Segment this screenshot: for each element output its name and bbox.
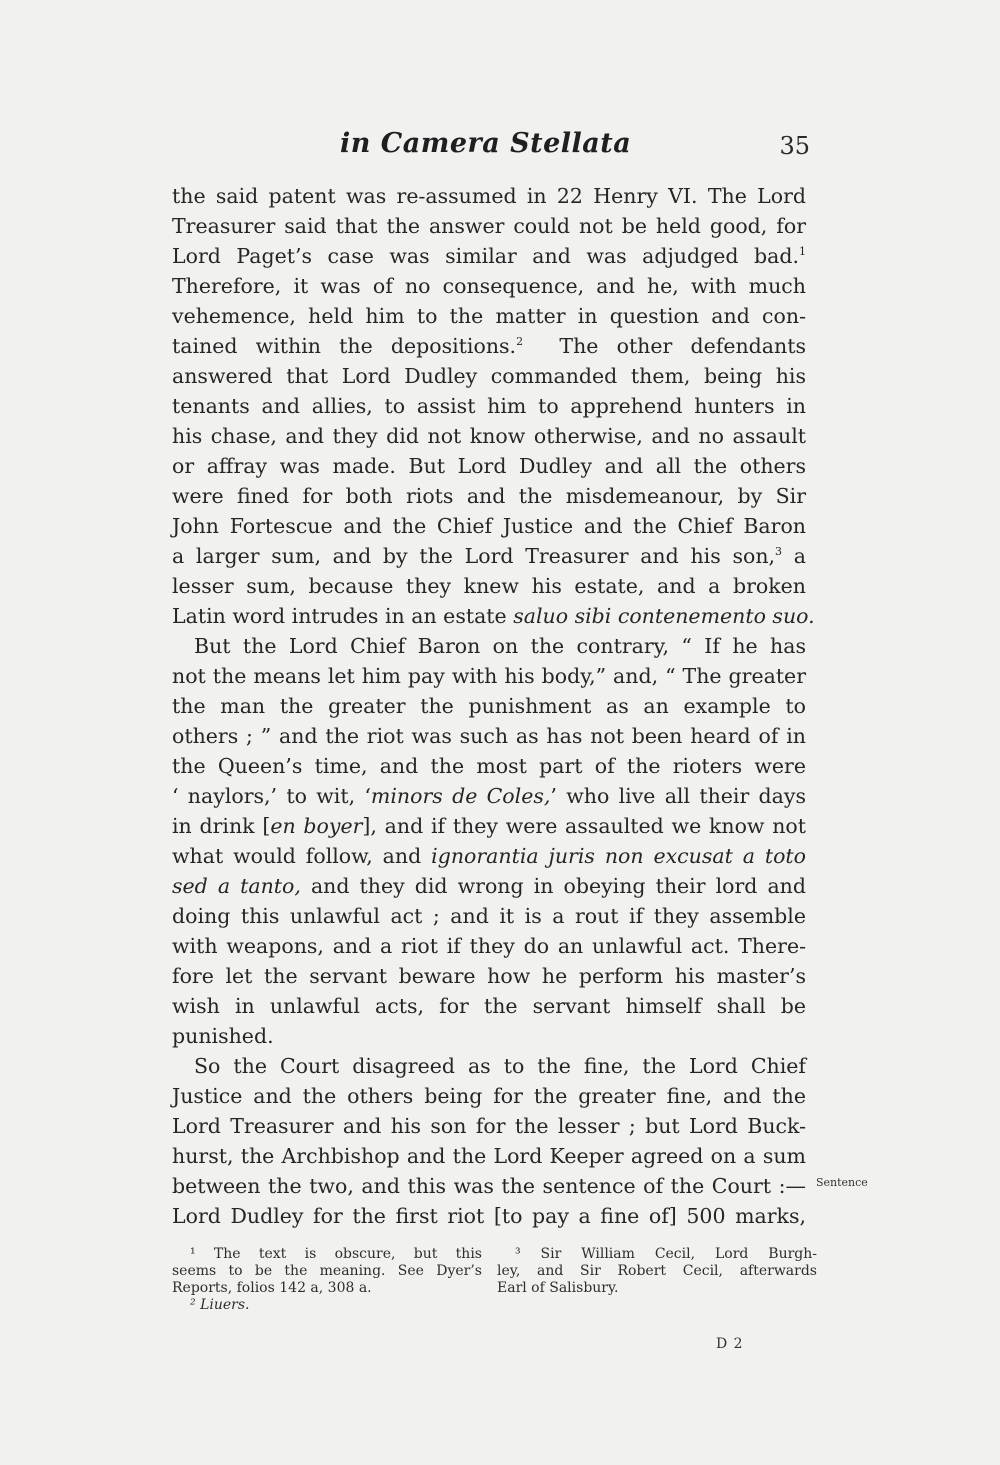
text-line: So the Court disagreed as to the fine, the Lord Chief (194, 1054, 806, 1078)
text-line: or affray was made. But Lord Dudley and all the others (172, 454, 806, 478)
text-line: Treasurer said that the answer could not be held good, for (172, 214, 806, 238)
footnote-column-right (497, 1246, 817, 1297)
text-line: his chase, and they did not know otherwise, and no assault (172, 424, 806, 448)
text-line: between the two, and this was the sentence of the Court :— (172, 1174, 806, 1198)
running-title: in Camera Stellata (340, 128, 632, 159)
footnote-line: Earl of Salisbury. (497, 1280, 619, 1296)
footnote-ref: 1 (799, 245, 806, 259)
footnote-line: ¹ The text is obscure, but this (190, 1246, 482, 1262)
text-line: vehemence, held him to the matter in question and con- (172, 304, 806, 328)
text-line: Therefore, it was of no consequence, and he, with much (172, 274, 806, 298)
footnote-line: seems to be the meaning. See Dyer’s (172, 1263, 482, 1279)
text-line: hurst, the Archbishop and the Lord Keeper agreed on a sum (172, 1144, 806, 1168)
margin-note: Sentence (816, 1176, 868, 1189)
text-line: others ; ” and the riot was such as has not been heard of in (172, 724, 806, 748)
signature-mark: D 2 (716, 1336, 744, 1352)
footnote-ref: 2 (516, 335, 524, 349)
text-line: tained within the depositions.$^2$ The other defendants (172, 334, 806, 358)
text-line: the said patent was re-assumed in 22 Henry VI. The Lord (172, 184, 806, 208)
text-line: what would follow, and ignorantia juris non excusat a toto (172, 844, 806, 868)
text-line: John Fortescue and the Chief Justice and the Chief Baron (172, 514, 806, 538)
footnote-column-left (172, 1246, 482, 1314)
text-line: ‘ naylors,’ to wit, ‘minors de Coles,’ who live all their days (172, 784, 807, 808)
text-line: tenants and allies, to assist him to apprehend hunters in (172, 394, 806, 418)
running-head (340, 128, 810, 168)
text-line: wish in unlawful acts, for the servant himself shall be (172, 994, 806, 1018)
page-number: 35 (779, 132, 810, 160)
text-line: fore let the servant beware how he perform his master’s (172, 964, 806, 988)
text-line: Lord Dudley for the first riot [to pay a fine of] 500 marks, (172, 1204, 806, 1228)
text-line: a larger sum, and by the Lord Treasurer and his son,$^3$ a (172, 544, 806, 568)
footnote-ref: 3 (775, 545, 783, 559)
text-line: Lord Treasurer and his son for the lesser ; but Lord Buck- (172, 1114, 806, 1138)
text-line: Latin word intrudes in an estate saluo sibi contenemento suo. (172, 604, 815, 628)
text-line: answered that Lord Dudley commanded them, being his (172, 364, 806, 388)
text-line: doing this unlawful act ; and it is a rout if they assemble (172, 904, 806, 928)
text-line: Lord Paget’s case was similar and was adjudged bad.$^1$ (172, 244, 806, 268)
text-line: sed a tanto, and they did wrong in obeying their lord and (172, 874, 806, 898)
body-text (172, 181, 815, 1231)
text-line: the Queen’s time, and the most part of the rioters were (172, 754, 806, 778)
text-line: in drink [en boyer], and if they were assaulted we know not (172, 814, 806, 838)
text-line: lesser sum, because they knew his estate, and a broken (172, 574, 806, 598)
footnote-line: ² Liuers. (190, 1297, 250, 1313)
footnote-line: ley, and Sir Robert Cecil, afterwards (497, 1263, 817, 1279)
footnote-line: Reports, folios 142 a, 308 a. (172, 1280, 372, 1296)
text-line: But the Lord Chief Baron on the contrary, “ If he has (194, 634, 806, 658)
text-line: with weapons, and a riot if they do an unlawful act. There- (172, 934, 806, 958)
text-line: were fined for both riots and the misdemeanour, by Sir (172, 484, 806, 508)
text-line: Justice and the others being for the greater fine, and the (172, 1084, 806, 1108)
text-line: the man the greater the punishment as an example to (172, 694, 806, 718)
footnote-line: ³ Sir William Cecil, Lord Burgh- (515, 1246, 817, 1262)
text-line: not the means let him pay with his body,” and, “ The greater (172, 664, 806, 688)
text-line: punished. (172, 1024, 274, 1048)
